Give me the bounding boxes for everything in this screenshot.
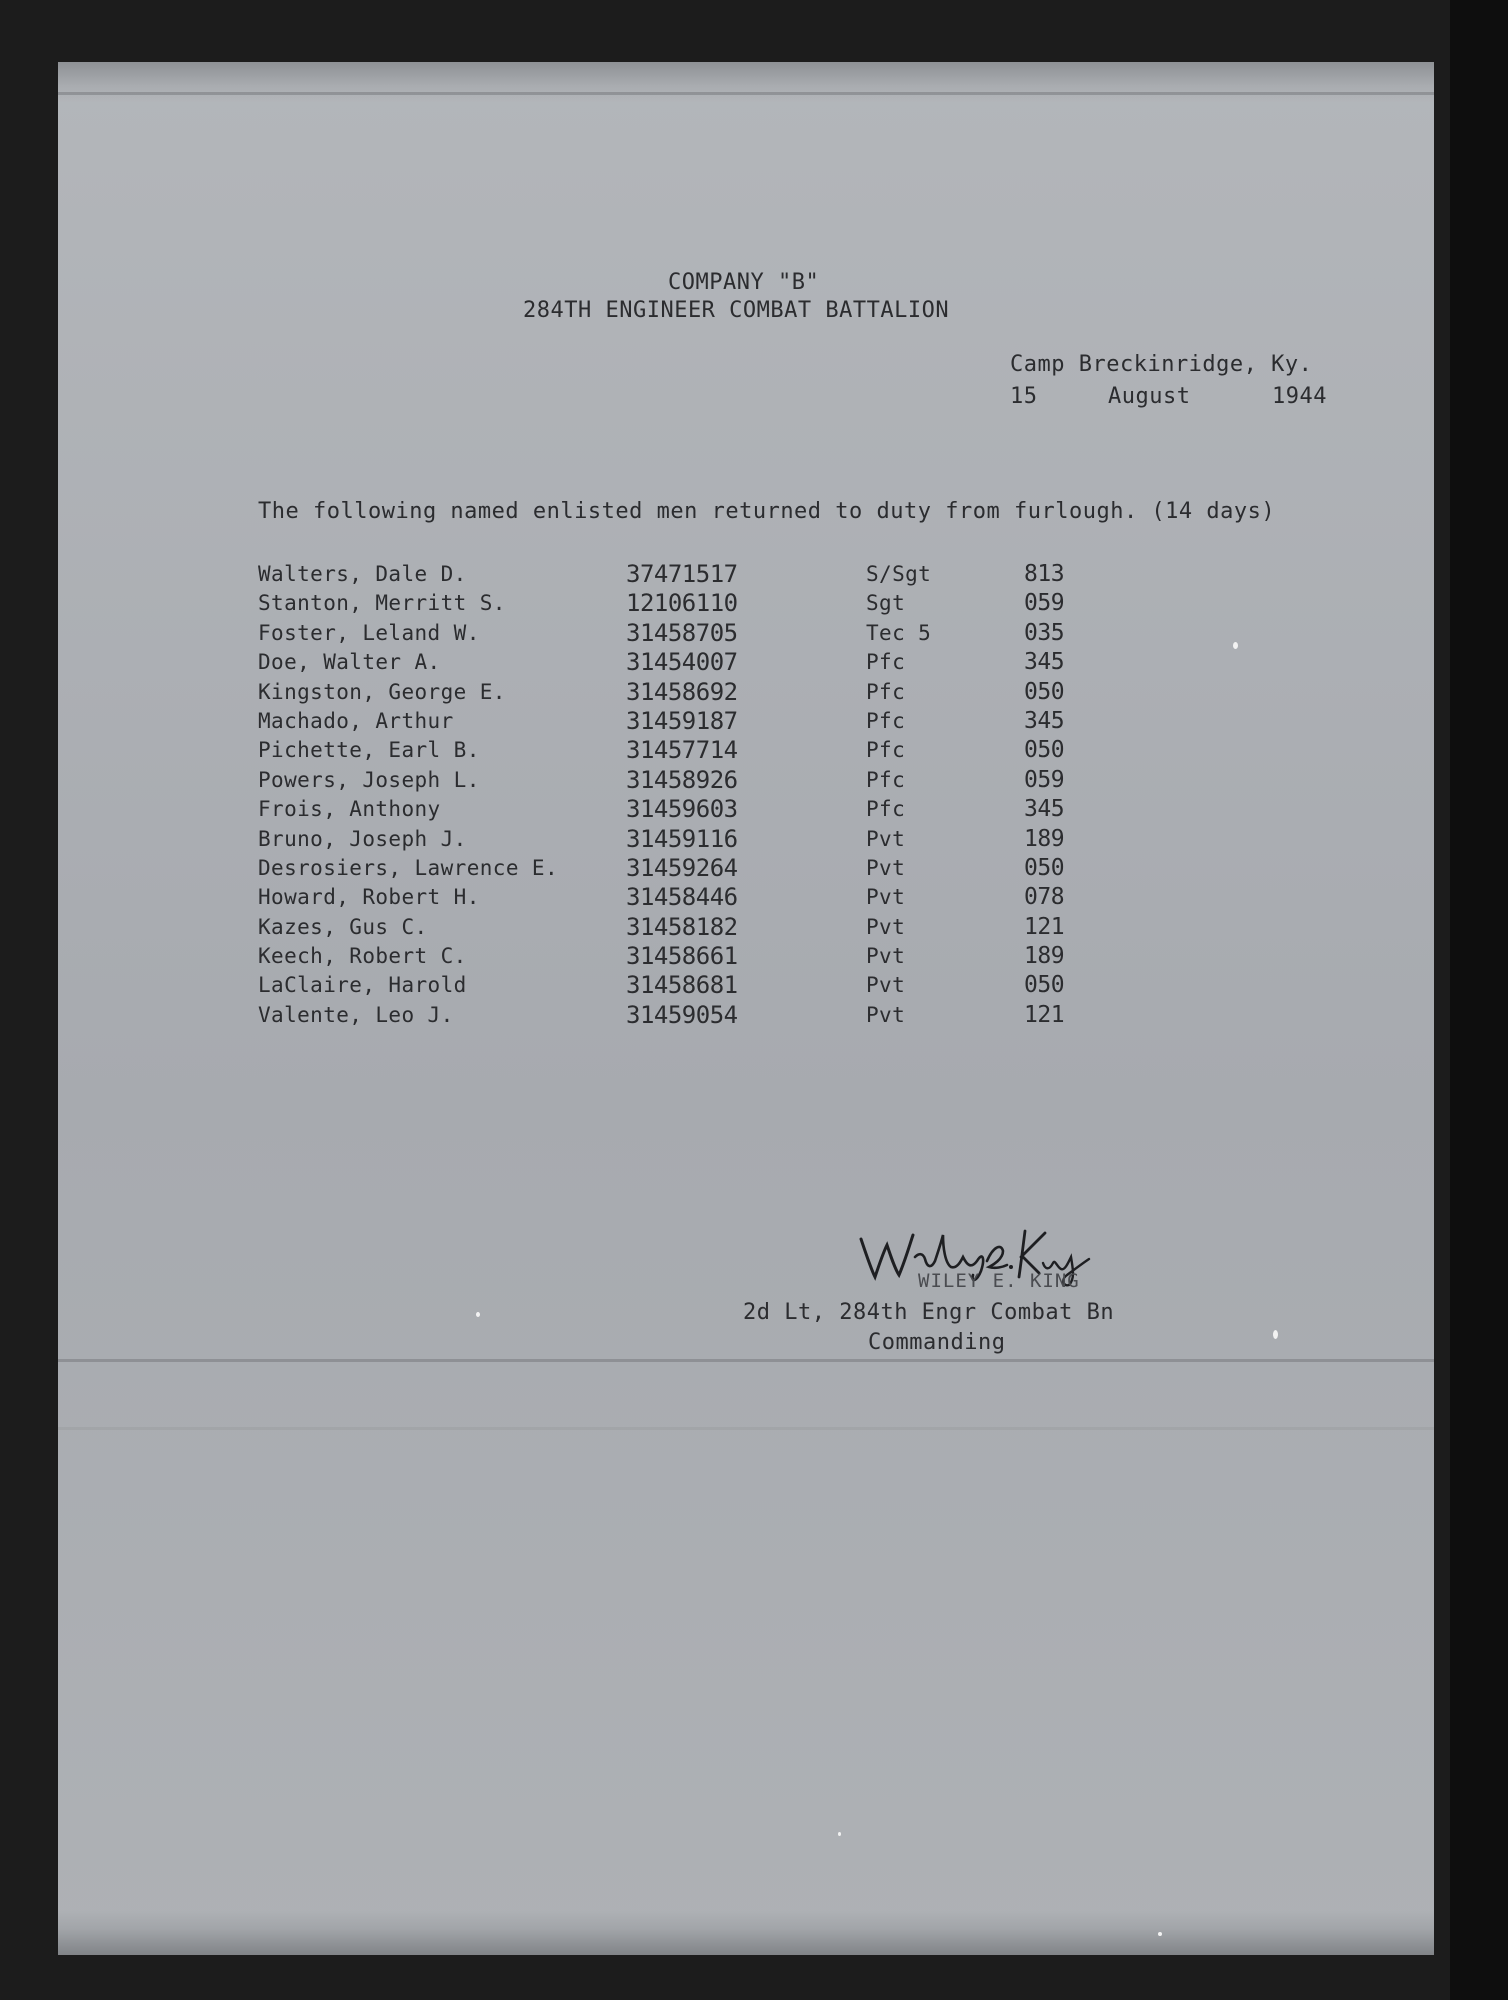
- date-month: August: [1108, 384, 1191, 409]
- serial-number: 12106110: [626, 589, 738, 618]
- rank: Pvt: [866, 826, 906, 851]
- serial-number: 31458926: [626, 765, 738, 794]
- roster-row: [258, 591, 1158, 620]
- roster-row: [258, 912, 1158, 944]
- rank: Pvt: [866, 914, 906, 939]
- specialty-code: 813: [1024, 561, 1065, 587]
- roster-row: [258, 650, 1158, 679]
- roster-row: [258, 562, 1158, 591]
- specialty-code: 121: [1024, 913, 1065, 940]
- battalion-heading: 284TH ENGINEER COMBAT BATTALION: [523, 298, 950, 323]
- fold-line-top: [58, 92, 1434, 95]
- document-page: [58, 62, 1434, 1955]
- specialty-code: 345: [1024, 649, 1065, 676]
- serial-number: 31457714: [626, 736, 738, 765]
- rank: Pvt: [866, 1002, 906, 1027]
- serial-number: 31459264: [626, 853, 738, 882]
- serial-number: 31459187: [626, 706, 738, 735]
- paper-top-shadow: [58, 62, 1434, 102]
- rank: Pfc: [866, 679, 906, 704]
- specialty-code: 189: [1024, 943, 1065, 970]
- specialty-code: 345: [1024, 796, 1065, 823]
- soldier-name: LaClaire, Harold: [258, 973, 467, 998]
- soldier-name: Valente, Leo J.: [258, 1002, 454, 1027]
- serial-number: 31459116: [626, 824, 738, 853]
- rank: Pvt: [866, 973, 906, 998]
- specialty-code: 078: [1024, 884, 1065, 911]
- specialty-code: 345: [1024, 707, 1065, 734]
- company-heading: COMPANY "B": [668, 270, 820, 295]
- intro-sentence: The following named enlisted men returned to duty from furlough. (14 days): [258, 499, 1276, 524]
- serial-number: 31458182: [626, 912, 738, 941]
- soldier-name: Howard, Robert H.: [258, 885, 480, 910]
- specialty-code: 050: [1024, 972, 1065, 999]
- serial-number: 31458692: [626, 677, 738, 706]
- soldier-name: Doe, Walter A.: [258, 650, 441, 675]
- rank: Pfc: [866, 708, 906, 733]
- roster-row: [258, 677, 1158, 709]
- rank: Pvt: [866, 944, 906, 969]
- rank: Pfc: [866, 738, 906, 763]
- soldier-name: Frois, Anthony: [258, 797, 441, 822]
- specialty-code: 035: [1024, 619, 1065, 646]
- signer-title: 2d Lt, 284th Engr Combat Bn: [743, 1300, 1115, 1325]
- roster-row: [258, 885, 1158, 914]
- roster-row: [258, 706, 1158, 738]
- soldier-name: Machado, Arthur: [258, 708, 454, 733]
- rank: Sgt: [866, 591, 906, 616]
- speck: [1158, 1932, 1162, 1936]
- fold-line-middle: [58, 1359, 1434, 1362]
- specialty-code: 050: [1024, 737, 1065, 764]
- soldier-name: Powers, Joseph L.: [258, 767, 480, 792]
- rank: Pfc: [866, 767, 906, 792]
- serial-number: 31459054: [626, 1000, 738, 1029]
- soldier-name: Bruno, Joseph J.: [258, 826, 467, 851]
- roster-row: [258, 765, 1158, 797]
- soldier-name: Desrosiers, Lawrence E.: [258, 855, 558, 880]
- serial-number: 31459603: [626, 795, 738, 824]
- roster-row: [258, 824, 1158, 856]
- date-line: [1010, 384, 1330, 414]
- soldier-name: Foster, Leland W.: [258, 620, 480, 645]
- serial-number: 31458705: [626, 618, 738, 647]
- roster-row: [258, 797, 1158, 826]
- specialty-code: 189: [1024, 825, 1065, 852]
- serial-number: 37471517: [626, 560, 738, 588]
- soldier-name: Pichette, Earl B.: [258, 738, 480, 763]
- soldier-name: Kazes, Gus C.: [258, 914, 428, 939]
- speck: [1233, 642, 1238, 649]
- speck: [1273, 1330, 1278, 1339]
- roster-row: [258, 738, 1158, 767]
- roster-row: [258, 853, 1158, 885]
- serial-number: 31454007: [626, 648, 738, 677]
- roster-row: [258, 973, 1158, 1002]
- serial-number: 31458661: [626, 942, 738, 971]
- soldier-name: Kingston, George E.: [258, 679, 506, 704]
- soldier-name: Walters, Dale D.: [258, 562, 467, 586]
- rank: Pvt: [866, 855, 906, 880]
- roster-row: [258, 618, 1158, 650]
- specialty-code: 059: [1024, 590, 1065, 617]
- roster-list: [258, 562, 1158, 1032]
- roster-row: [258, 1000, 1158, 1032]
- signer-name: WILEY E. KING: [918, 1270, 1080, 1292]
- rank: S/Sgt: [866, 562, 932, 586]
- specialty-code: 050: [1024, 678, 1065, 705]
- soldier-name: Keech, Robert C.: [258, 944, 467, 969]
- specialty-code: 059: [1024, 766, 1065, 793]
- serial-number: 31458681: [626, 971, 738, 1000]
- date-year: 1944: [1272, 384, 1327, 409]
- fold-line-lower: [58, 1427, 1434, 1430]
- speck: [476, 1312, 480, 1317]
- rank: Pvt: [866, 885, 906, 910]
- speck: [838, 1832, 841, 1836]
- soldier-name: Stanton, Merritt S.: [258, 591, 506, 616]
- roster-row: [258, 944, 1158, 973]
- location-line: Camp Breckinridge, Ky.: [1010, 352, 1313, 377]
- specialty-code: 050: [1024, 854, 1065, 881]
- rank: Pfc: [866, 797, 906, 822]
- serial-number: 31458446: [626, 883, 738, 912]
- paper-bottom-shadow: [58, 1911, 1434, 1955]
- film-frame-edge: [1450, 0, 1508, 2000]
- specialty-code: 121: [1024, 1001, 1065, 1028]
- date-day: 15: [1010, 384, 1038, 409]
- rank: Pfc: [866, 650, 906, 675]
- signer-role: Commanding: [868, 1330, 1006, 1355]
- rank: Tec 5: [866, 620, 932, 645]
